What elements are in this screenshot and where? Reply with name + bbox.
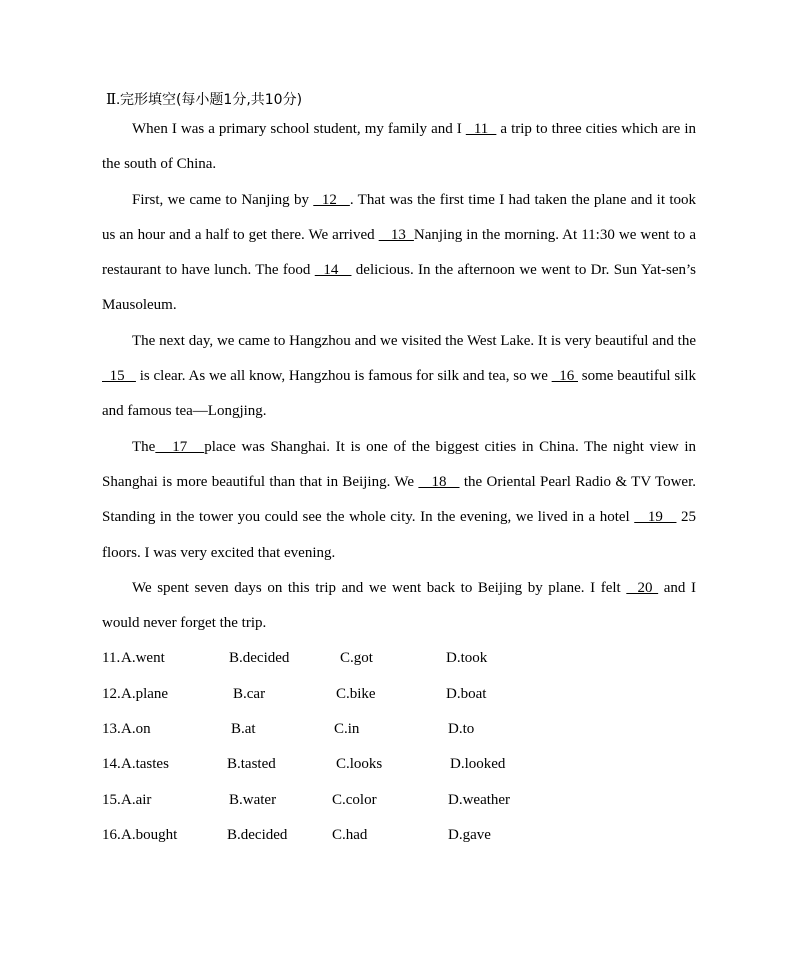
passage-text: place was Shanghai. It is one of the biggest cities in China. The night view in Shanghai is more beautiful than that in Beijing. We — [102, 438, 696, 490]
question-number: 14. — [102, 756, 121, 773]
passage-paragraph — [102, 183, 696, 324]
option-c: C.had — [332, 826, 368, 843]
paragraph-indent — [102, 439, 132, 455]
cloze-blank: 18 — [418, 473, 460, 490]
option-d: D.gave — [448, 826, 491, 843]
cloze-passage — [102, 112, 696, 641]
paragraph-indent — [102, 192, 132, 208]
passage-text: We spent seven days on this trip and we went back to Beijing by plane. I felt — [132, 579, 627, 596]
section-note: (每小题1分,共10分) — [175, 92, 303, 108]
option-a: A.went — [121, 650, 165, 667]
passage-text: . That was the first time I had taken the plane and it took us an hour and a half to get there. We arrived — [102, 191, 697, 243]
passage-text: the Oriental Pearl Radio & TV Tower. Standing in the tower you could see the whole city. In the evening, we lived in a hotel — [102, 473, 696, 526]
cloze-blank: 17 — [155, 438, 205, 455]
passage-text: When I was a primary school student, my family and I — [132, 121, 466, 137]
option-b: B.at — [231, 721, 256, 738]
passage-text: The — [132, 438, 156, 455]
option-row — [102, 712, 696, 747]
cloze-blank: 16 — [551, 368, 578, 385]
passage-paragraph — [102, 571, 696, 642]
document-page — [102, 88, 696, 853]
section-heading — [106, 88, 696, 112]
paragraph-indent — [102, 580, 132, 596]
question-number: 16. — [102, 826, 121, 843]
option-b: B.tasted — [227, 756, 276, 773]
paragraph-indent — [102, 333, 132, 349]
option-row — [102, 783, 696, 818]
option-a: A.bought — [121, 826, 178, 843]
passage-text: The next day, we came to Hangzhou and we visited the West Lake. It is very beautiful and the — [132, 332, 696, 349]
option-c: C.looks — [336, 756, 383, 773]
paragraph-indent — [102, 121, 132, 137]
option-b: B.decided — [229, 650, 290, 667]
option-b: B.car — [233, 685, 266, 702]
answer-options — [102, 641, 696, 853]
option-row — [102, 747, 696, 782]
option-b: B.water — [229, 791, 277, 808]
option-d: D.weather — [448, 791, 511, 808]
question-number: 12. — [102, 685, 121, 702]
cloze-blank: 19 — [634, 509, 677, 526]
cloze-blank: 20 — [626, 579, 659, 596]
option-a: A.tastes — [121, 756, 169, 773]
option-d: D.to — [448, 721, 475, 738]
option-row — [102, 677, 696, 712]
passage-text: Nanjing in the morning. At 11:30 we went to a restaurant to have lunch. The food — [102, 226, 696, 279]
passage-text: and I would never forget the trip. — [102, 579, 696, 632]
question-number: 13. — [102, 721, 121, 738]
option-a: A.plane — [121, 685, 169, 702]
passage-text: delicious. In the afternoon we went to Dr. Sun Yat-sen’s Mausoleum. — [102, 262, 697, 314]
passage-text: 25 floors. I was very excited that evening. — [102, 509, 697, 561]
section-title: 完形填空 — [119, 92, 176, 108]
option-row — [102, 818, 696, 853]
passage-paragraph — [102, 430, 696, 571]
option-c: C.bike — [336, 685, 376, 702]
option-a: A.air — [121, 791, 152, 808]
cloze-blank: 13 — [378, 226, 414, 243]
section-roman: Ⅱ. — [106, 92, 120, 108]
cloze-blank: 12 — [313, 191, 350, 208]
passage-text: is clear. As we all know, Hangzhou is famous for silk and tea, so we — [135, 368, 552, 385]
option-d: D.took — [446, 650, 488, 667]
option-b: B.decided — [227, 826, 288, 843]
passage-paragraph — [102, 112, 696, 183]
cloze-blank: 11 — [465, 121, 497, 137]
passage-text: some beautiful silk and famous tea—Longjing. — [102, 368, 696, 420]
passage-text: First, we came to Nanjing by — [132, 191, 314, 208]
option-d: D.looked — [450, 756, 506, 773]
option-row — [102, 641, 696, 676]
option-d: D.boat — [446, 685, 487, 702]
cloze-blank: 15 — [102, 368, 136, 385]
option-c: C.got — [340, 650, 373, 667]
option-a: A.on — [121, 721, 151, 738]
passage-paragraph — [102, 324, 696, 430]
cloze-blank: 14 — [314, 262, 352, 279]
option-c: C.color — [332, 791, 377, 808]
question-number: 15. — [102, 791, 121, 808]
question-number: 11. — [102, 650, 121, 667]
passage-text: a trip to three cities which are in the south of China. — [102, 121, 696, 173]
option-c: C.in — [334, 721, 360, 738]
